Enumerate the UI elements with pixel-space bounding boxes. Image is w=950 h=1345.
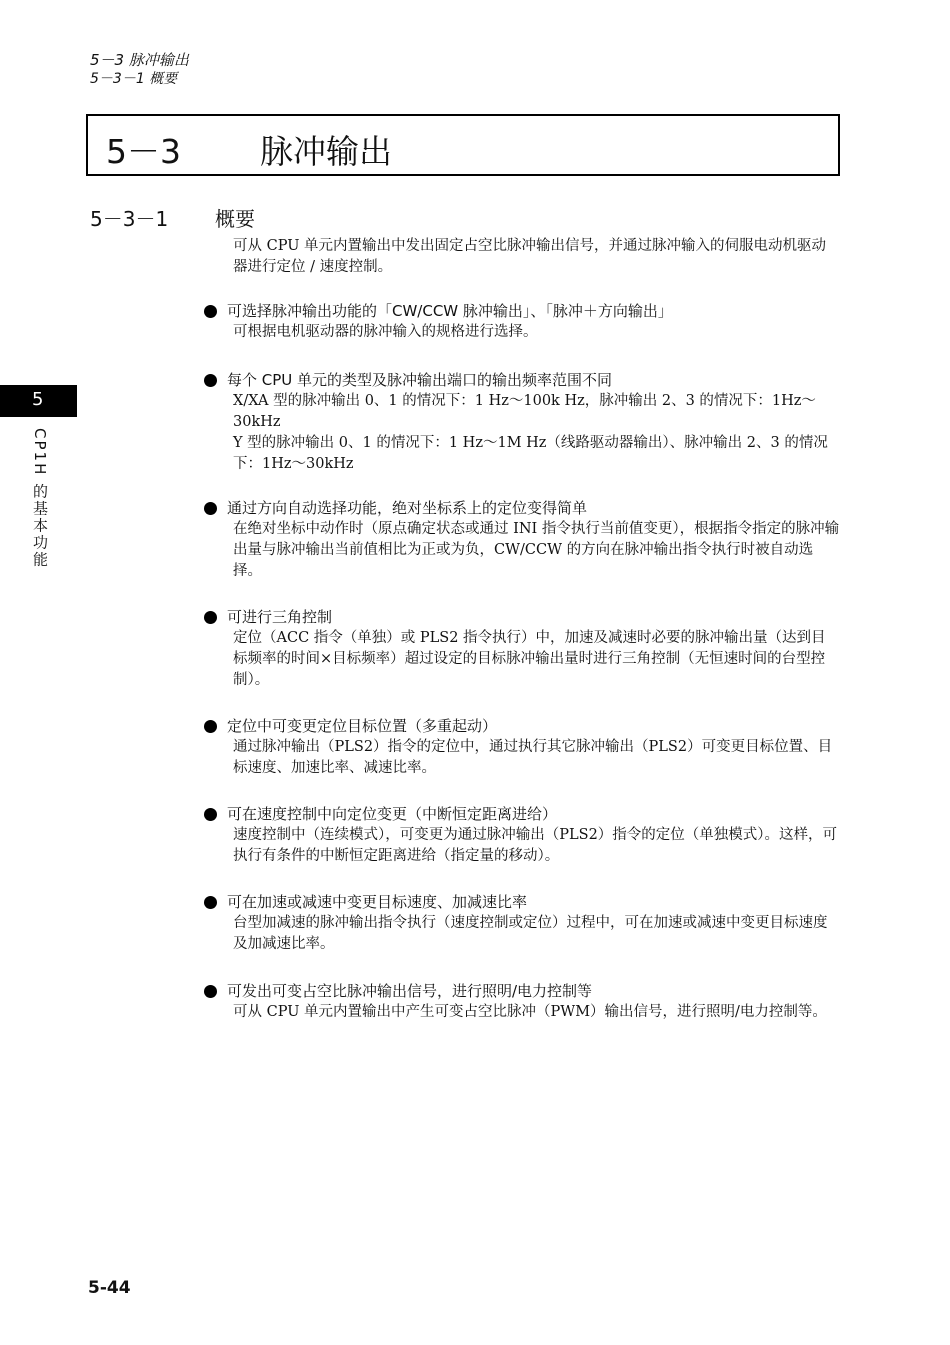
feature-heading: 可在速度控制中向定位变更（中断恒定距离进给） — [227, 805, 558, 823]
feature-heading: 每个 CPU 单元的类型及脉冲输出端口的输出频率范围不同 — [227, 371, 613, 389]
feature-heading: 可进行三角控制 — [227, 608, 333, 626]
feature-body: Y 型的脉冲输出 0、1 的情况下：1 Hz～1M Hz（线路驱动器输出）、脉冲输出 2、3 的情况下：1Hz～30kHz — [233, 435, 828, 472]
section-heading — [90, 203, 255, 232]
running-head — [90, 50, 189, 88]
feature-body: 可根据电机驱动器的脉冲输入的规格进行选择。 — [233, 324, 538, 340]
page-number: 5-44 — [88, 1278, 131, 1298]
intro-paragraph: 可从 CPU 单元内置输出中发出固定占空比脉冲输出信号，并通过脉冲输入的伺服电动机驱动器进行定位 / 速度控制。 — [233, 238, 827, 275]
chapter-title-box — [86, 114, 840, 176]
section-number: 5－3－1 — [90, 207, 169, 231]
feature-item — [204, 892, 840, 955]
feature-heading: 定位中可变更定位目标位置（多重起动） — [227, 717, 498, 735]
bullet-icon — [204, 808, 217, 821]
chapter-title-text: 脉冲输出 — [260, 132, 392, 171]
bullet-icon — [204, 720, 217, 733]
feature-body: 通过脉冲输出（PLS2）指令的定位中，通过执行其它脉冲输出（PLS2）可变更目标位置、目标速度、加速比率、减速比率。 — [233, 739, 833, 776]
bullet-icon — [204, 502, 217, 515]
section-title: 概要 — [215, 207, 255, 231]
feature-heading: 可发出可变占空比脉冲输出信号，进行照明/电力控制等 — [227, 982, 593, 1000]
chapter-tab-number: 5 — [32, 389, 44, 410]
bullet-icon — [204, 985, 217, 998]
feature-body: 台型加减速的脉冲输出指令执行（速度控制或定位）过程中，可在加速或减速中变更目标速度及加减速比率。 — [233, 915, 828, 952]
feature-body: 定位（ACC 指令（单独）或 PLS2 指令执行）中，加速及减速时必要的脉冲输出量（达到目标频率的时间×目标频率）超过设定的目标脉冲输出量时进行三角控制（无恒速时间的台型控制）。 — [233, 630, 826, 688]
feature-body: 可从 CPU 单元内置输出中产生可变占空比脉冲（PWM）输出信号，进行照明/电力控制等。 — [233, 1004, 827, 1020]
feature-heading: 可选择脉冲输出功能的「CW/CCW 脉冲输出」、「脉冲＋方向输出」 — [227, 302, 673, 320]
chapter-title-number: 5－3 — [106, 132, 181, 171]
feature-body: 速度控制中（连续模式），可变更为通过脉冲输出（PLS2）指令的定位（单独模式）。这样，可执行有条件的中断恒定距离进给（指定量的移动）。 — [233, 827, 838, 864]
bullet-icon — [204, 611, 217, 624]
bullet-icon — [204, 374, 217, 387]
feature-heading: 通过方向自动选择功能，绝对坐标系上的定位变得简单 — [227, 499, 588, 517]
feature-body: X/XA 型的脉冲输出 0、1 的情况下：1 Hz～100k Hz，脉冲输出 2、3 的情况下：1Hz～30kHz — [233, 393, 816, 430]
feature-item — [204, 301, 840, 343]
feature-item — [204, 804, 840, 867]
feature-item — [204, 981, 840, 1023]
bullet-icon — [204, 896, 217, 909]
feature-body: 在绝对坐标中动作时（原点确定状态或通过 INI 指令执行当前值变更），根据指令指定的脉冲输出量与脉冲输出当前值相比为正或为负，CW/CCW 的方向在脉冲输出指令执行时被自动选择。 — [233, 521, 840, 579]
running-head-subsection: 5－3－1 概要 — [90, 71, 178, 87]
feature-heading: 可在加速或减速中变更目标速度、加减速比率 — [227, 893, 528, 911]
feature-item — [204, 370, 840, 475]
chapter-tab-label: CP1H 的基本功能 — [31, 428, 49, 569]
feature-item — [204, 607, 840, 691]
bullet-icon — [204, 305, 217, 318]
feature-item — [204, 716, 840, 779]
chapter-tab — [0, 385, 77, 417]
feature-item — [204, 498, 840, 582]
running-head-section: 5－3 脉冲输出 — [90, 51, 189, 69]
